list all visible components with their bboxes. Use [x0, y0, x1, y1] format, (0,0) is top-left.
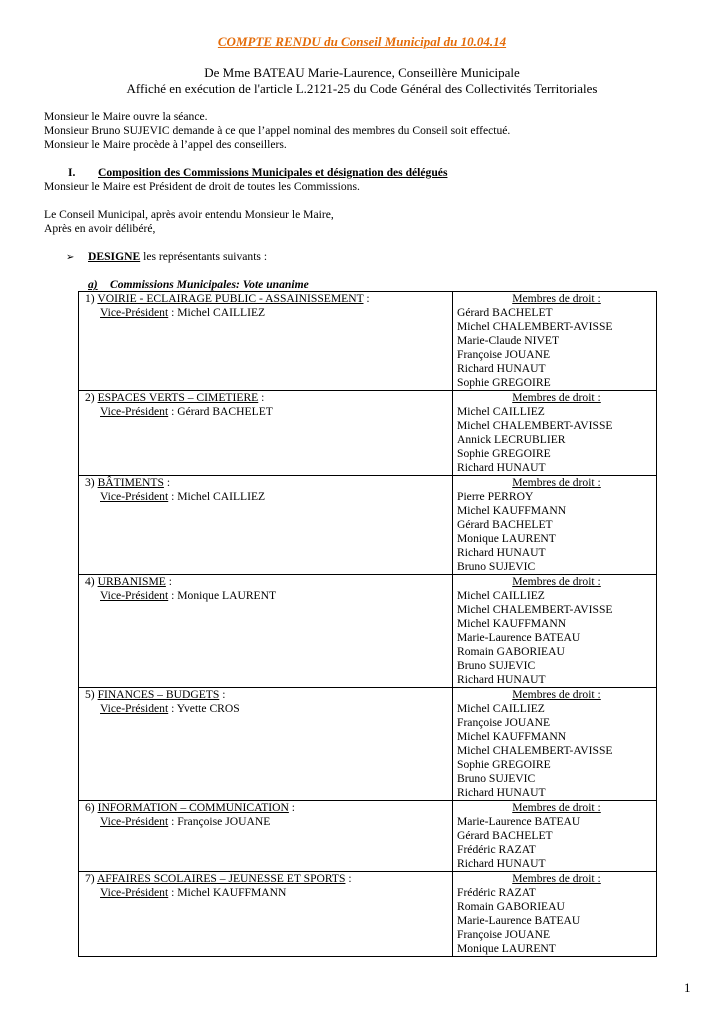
- section-text: Monsieur le Maire est Président de droit de toutes les Commissions.: [44, 180, 360, 193]
- commission-colon: :: [219, 688, 226, 701]
- commission-title: [85, 688, 452, 702]
- commission-name: VOIRIE - ECLAIRAGE PUBLIC - ASSAINISSEMENT: [97, 292, 364, 305]
- vice-president-line: [85, 405, 452, 419]
- member-name: Richard HUNAUT: [457, 786, 546, 799]
- members-label: Membres de droit :: [512, 575, 601, 588]
- commission-title: [85, 872, 452, 886]
- member-name: Marie-Claude NIVET: [457, 334, 560, 347]
- commission-number: 6): [85, 801, 95, 814]
- member-name: Monique LAURENT: [457, 532, 556, 545]
- member-name: Monique LAURENT: [457, 942, 556, 955]
- member-name: Michel CHALEMBERT-AVISSE: [457, 744, 613, 757]
- vice-president-name: Michel CAILLIEZ: [177, 490, 266, 503]
- vice-president-sep: :: [168, 490, 178, 503]
- vice-president-line: [85, 886, 452, 900]
- commission-title: [85, 391, 452, 405]
- vice-president-name: Françoise JOUANE: [177, 815, 271, 828]
- subsection-heading: [88, 278, 309, 292]
- member-name: Michel KAUFFMANN: [457, 504, 567, 517]
- commission-cell: [79, 476, 453, 575]
- member-name: Sophie GREGOIRE: [457, 447, 551, 460]
- table-row: [79, 872, 657, 957]
- members-header: [457, 688, 656, 702]
- table-row: [79, 476, 657, 575]
- opening-paragraph: [44, 110, 510, 152]
- table-row: [79, 801, 657, 872]
- members-header: [457, 575, 656, 589]
- member-name: Gérard BACHELET: [457, 518, 553, 531]
- members-cell: [453, 476, 657, 575]
- arrow-bullet-icon: ➢: [66, 252, 75, 263]
- member-name: Michel CHALEMBERT-AVISSE: [457, 603, 613, 616]
- members-label: Membres de droit :: [512, 801, 601, 814]
- commission-colon: :: [258, 391, 265, 404]
- vice-president-sep: :: [168, 702, 177, 715]
- vice-president-label: Vice-Président: [100, 886, 169, 899]
- legal-reference-line: Affiché en exécution de l'article L.2121-25 du Code Général des Collectivités Territoriales: [126, 81, 598, 96]
- members-cell: [453, 872, 657, 957]
- commission-title: [85, 801, 452, 815]
- member-name: Michel CAILLIEZ: [457, 405, 545, 418]
- author-line: De Mme BATEAU Marie-Laurence, Conseillère Municipale: [204, 65, 520, 80]
- members-header: [457, 476, 656, 490]
- vice-president-sep: :: [168, 815, 178, 828]
- section-heading: Composition des Commissions Municipales et désignation des délégués: [98, 166, 448, 179]
- table-row: [79, 391, 657, 476]
- commission-name: INFORMATION – COMMUNICATION: [97, 801, 289, 814]
- vice-president-name: Michel CAILLIEZ: [177, 306, 266, 319]
- commission-cell: [79, 801, 453, 872]
- commission-colon: :: [163, 476, 171, 489]
- commission-cell: [79, 688, 453, 801]
- member-name: Michel KAUFFMANN: [457, 730, 567, 743]
- vice-president-name: Michel KAUFFMANN: [177, 886, 287, 899]
- members-cell: [453, 688, 657, 801]
- member-name: Françoise JOUANE: [457, 716, 551, 729]
- member-name: Françoise JOUANE: [457, 928, 551, 941]
- deliberation-line: Après en avoir délibéré,: [44, 222, 156, 235]
- designe-text: les représentants suivants :: [140, 250, 268, 263]
- vice-president-name: Yvette CROS: [176, 702, 240, 715]
- commission-number: 5): [85, 688, 95, 701]
- vice-president-label: Vice-Président: [100, 306, 169, 319]
- vice-president-label: Vice-Président: [100, 490, 169, 503]
- commissions-table: [78, 291, 657, 957]
- document-title: COMPTE RENDU du Conseil Municipal du 10.04.14: [217, 34, 507, 49]
- vice-president-name: Gérard BACHELET: [177, 405, 273, 418]
- vice-president-name: Monique LAURENT: [177, 589, 277, 602]
- commission-colon: :: [165, 575, 172, 588]
- commission-colon: :: [288, 801, 296, 814]
- vice-president-line: [85, 815, 452, 829]
- designe-statement: [66, 250, 267, 265]
- member-name: Marie-Laurence BATEAU: [457, 815, 581, 828]
- commission-colon: :: [363, 292, 370, 305]
- vice-president-label: Vice-Président: [100, 405, 169, 418]
- commission-number: 1): [85, 292, 95, 305]
- vice-president-label: Vice-Président: [100, 815, 169, 828]
- commission-name: ESPACES VERTS – CIMETIERE: [97, 391, 259, 404]
- members-label: Membres de droit :: [512, 476, 601, 489]
- vice-president-sep: :: [168, 306, 178, 319]
- commission-cell: [79, 391, 453, 476]
- opening-line: Monsieur le Maire procède à l’appel des conseillers.: [44, 138, 287, 151]
- members-cell: [453, 292, 657, 391]
- members-header: [457, 872, 656, 886]
- member-name: Pierre PERROY: [457, 490, 534, 503]
- vice-president-label: Vice-Président: [100, 702, 169, 715]
- member-name: Bruno SUJEVIC: [457, 560, 536, 573]
- vice-president-sep: :: [168, 886, 178, 899]
- commission-number: 4): [85, 575, 95, 588]
- members-label: Membres de droit :: [512, 688, 601, 701]
- opening-line: Monsieur Bruno SUJEVIC demande à ce que l’appel nominal des membres du Conseil soit effectué.: [44, 124, 511, 137]
- members-header: [457, 391, 656, 405]
- member-name: Richard HUNAUT: [457, 673, 546, 686]
- member-name: Marie-Laurence BATEAU: [457, 914, 581, 927]
- vice-president-sep: :: [168, 589, 178, 602]
- member-name: Gérard BACHELET: [457, 829, 553, 842]
- commission-title: [85, 575, 452, 589]
- table-row: [79, 575, 657, 688]
- vice-president-line: [85, 306, 452, 320]
- vice-president-sep: :: [168, 405, 178, 418]
- commission-name: FINANCES – BUDGETS: [97, 688, 220, 701]
- members-label: Membres de droit :: [512, 391, 601, 404]
- member-name: Bruno SUJEVIC: [457, 659, 536, 672]
- commission-name: AFFAIRES SCOLAIRES – JEUNESSE ET SPORTS: [96, 872, 346, 885]
- commission-number: 3): [85, 476, 95, 489]
- deliberation-paragraph: [44, 208, 334, 236]
- member-name: Sophie GREGOIRE: [457, 758, 551, 771]
- section-number: I.: [68, 166, 76, 179]
- commission-name: BÂTIMENTS: [97, 476, 164, 489]
- vice-president-line: [85, 490, 452, 504]
- member-name: Frédéric RAZAT: [457, 843, 536, 856]
- vice-president-label: Vice-Président: [100, 589, 169, 602]
- vice-president-line: [85, 589, 452, 603]
- member-name: Michel CAILLIEZ: [457, 589, 545, 602]
- member-name: Richard HUNAUT: [457, 461, 546, 474]
- member-name: Sophie GREGOIRE: [457, 376, 551, 389]
- commission-title: [85, 476, 452, 490]
- member-name: Michel CHALEMBERT-AVISSE: [457, 320, 613, 333]
- page-number: 1: [684, 980, 691, 995]
- member-name: Marie-Laurence BATEAU: [457, 631, 581, 644]
- commission-number: 2): [85, 391, 95, 404]
- member-name: Frédéric RAZAT: [457, 886, 536, 899]
- member-name: Michel CAILLIEZ: [457, 702, 545, 715]
- designe-keyword: DESIGNE: [88, 250, 141, 263]
- member-name: Michel CHALEMBERT-AVISSE: [457, 419, 613, 432]
- commission-name: URBANISME: [97, 575, 166, 588]
- vice-president-line: [85, 702, 452, 716]
- commission-cell: [79, 292, 453, 391]
- member-name: Richard HUNAUT: [457, 857, 546, 870]
- member-name: Françoise JOUANE: [457, 348, 551, 361]
- member-name: Romain GABORIEAU: [457, 645, 565, 658]
- commission-title: [85, 292, 452, 306]
- commission-number: 7): [85, 872, 95, 885]
- member-name: Romain GABORIEAU: [457, 900, 565, 913]
- members-label: Membres de droit :: [512, 872, 601, 885]
- commission-cell: [79, 872, 453, 957]
- member-name: Gérard BACHELET: [457, 306, 553, 319]
- members-cell: [453, 391, 657, 476]
- deliberation-line: Le Conseil Municipal, après avoir entendu Monsieur le Maire,: [44, 208, 334, 221]
- member-name: Richard HUNAUT: [457, 546, 546, 559]
- commission-colon: :: [345, 872, 352, 885]
- member-name: Michel KAUFFMANN: [457, 617, 567, 630]
- commission-cell: [79, 575, 453, 688]
- table-row: [79, 292, 657, 391]
- table-row: [79, 688, 657, 801]
- member-name: Annick LECRUBLIER: [457, 433, 566, 446]
- member-name: Bruno SUJEVIC: [457, 772, 536, 785]
- members-header: [457, 292, 656, 306]
- opening-line: Monsieur le Maire ouvre la séance.: [44, 110, 208, 123]
- members-header: [457, 801, 656, 815]
- subsection-title: Commissions Municipales: Vote unanime: [110, 278, 309, 291]
- members-label: Membres de droit :: [512, 292, 601, 305]
- members-cell: [453, 801, 657, 872]
- members-cell: [453, 575, 657, 688]
- subsection-letter: a): [88, 278, 98, 291]
- member-name: Richard HUNAUT: [457, 362, 546, 375]
